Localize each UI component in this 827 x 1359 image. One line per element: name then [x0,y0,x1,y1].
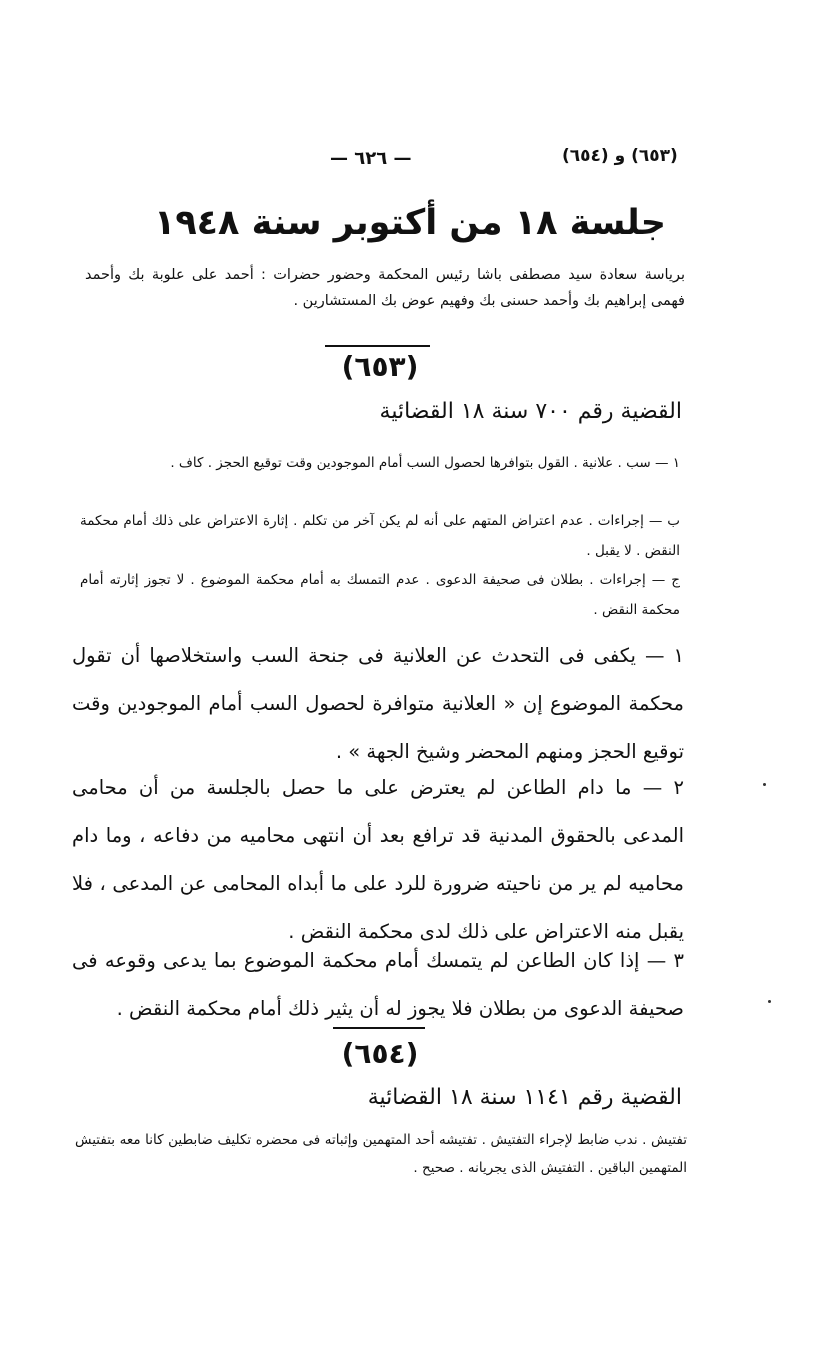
case-title: القضية رقم ٧٠٠ سنة ١٨ القضائية [379,399,682,424]
session-presidency: برياسة سعادة سيد مصطفى باشا رئيس المحكمة وحضور حضرات : أحمد على علوبة بك وأحمد فهمى إبراهيم بك وأحمد حسنى بك وفهيم عوض بك المستشارين . [85,267,685,309]
ruling-paragraph: ٢ — ما دام الطاعن لم يعترض على ما حصل بالجلسة من أن محامى المدعى بالحقوق المدنية قد ترافع بعد أن انتهى محاميه من دفاعه ، وما دام محاميه لم ير من ناحيته ضرورة للرد على ما أبداه المحامى عن المدعى ، فلا يقبل منه الاعتراض على ذلك لدى محكمة النقض . [72,776,684,943]
scan-speck [768,1000,771,1003]
case-summary-item: ج — إجراءات . بطلان فى صحيفة الدعوى . عدم التمسك به أمام محكمة الموضوع . لا تجوز إثارته أمام محكمة النقض . [80,572,680,618]
case-summary-item: تفتيش . ندب ضابط لإجراء التفتيش . تفتيشه أحد المتهمين وإثباته فى محضره تكليف ضابطين كانا معه بتفتيش المتهمين الباقين . التفتيش الذى يجريانه . صحيح . [75,1132,687,1176]
case-number: (٦٥٣) [341,350,419,383]
case-title: القضية رقم ١١٤١ سنة ١٨ القضائية [367,1085,682,1110]
case-summary-item: ١ — سب . علانية . القول بتوافرها لحصول السب أمام الموجودين وقت توقيع الحجز . كاف . [170,455,680,471]
page-number: — ٦٢٦ — [330,148,412,169]
scan-speck [763,783,766,786]
divider [333,1027,425,1029]
divider [325,345,430,347]
session-title: جلسة ١٨ من أكتوبر سنة ١٩٤٨ [153,203,667,243]
ruling-paragraph: ١ — يكفى فى التحدث عن العلانية فى جنحة السب واستخلاصها أن تقول محكمة الموضوع إن « العلانية متوافرة لحصول السب أمام الموجودين وقت توقيع الحجز ومنهم المحضر وشيخ الجهة » . [72,644,684,763]
case-number: (٦٥٤) [341,1037,419,1070]
ruling-paragraph: ٣ — إذا كان الطاعن لم يتمسك أمام محكمة الموضوع بما يدعى وقوعه فى صحيفة الدعوى من بطلان فلا يجوز له أن يثير ذلك أمام محكمة النقض . [72,949,684,1020]
case-references-header: (٦٥٣) و (٦٥٤) [562,146,678,166]
case-summary-item: ب — إجراءات . عدم اعتراض المتهم على أنه لم يكن آخر من تكلم . إثارة الاعتراض على ذلك أمام محكمة النقض . لا يقبل . [80,513,680,559]
